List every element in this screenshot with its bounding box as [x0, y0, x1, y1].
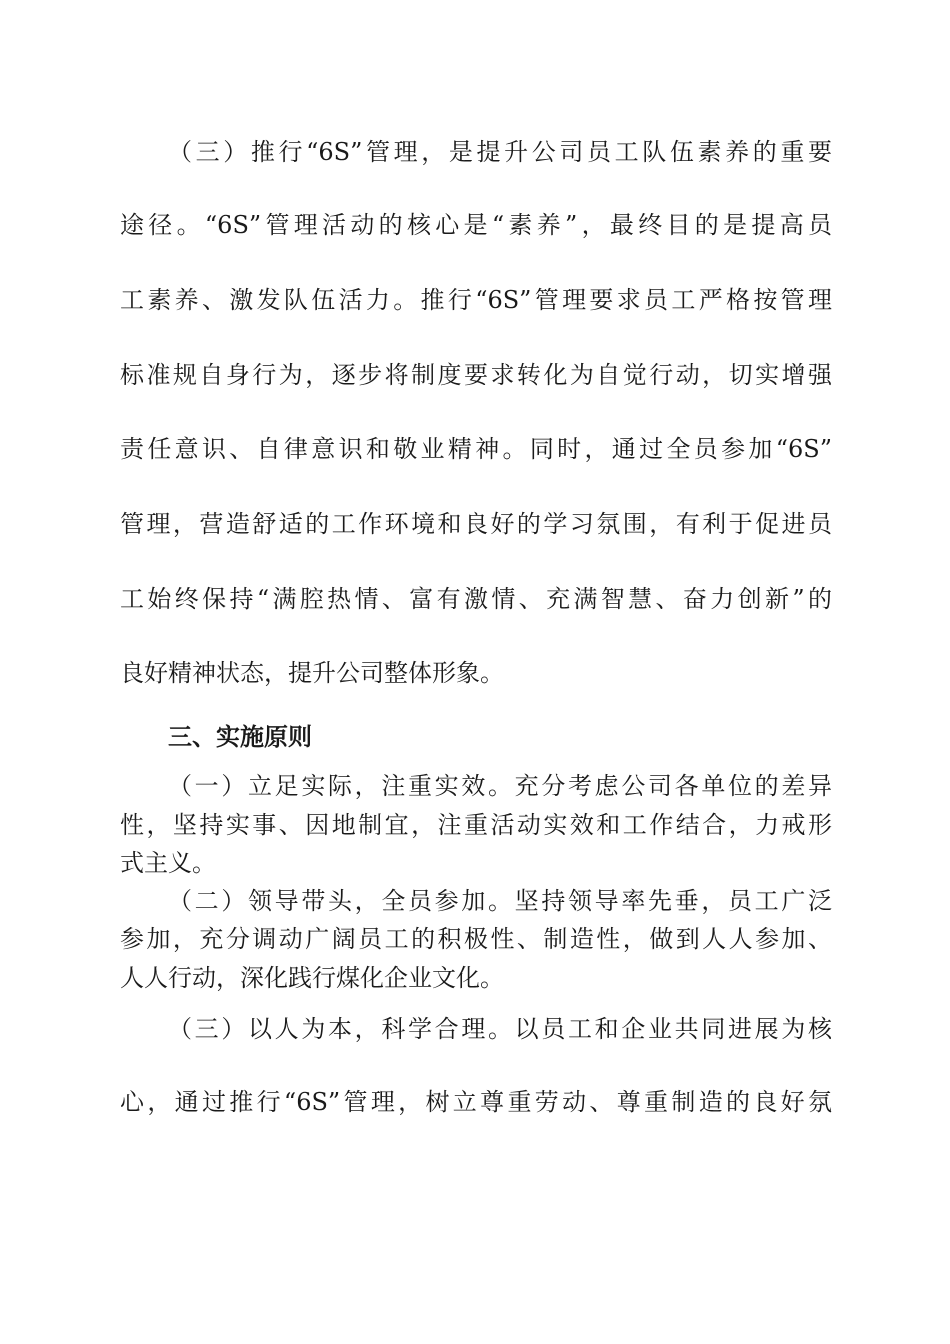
paragraph-line: （三）推行“6S”管理，是提升公司员工队伍素养的重要 — [168, 138, 832, 166]
section-heading: 三、实施原则 — [168, 723, 312, 751]
paragraph-line: 标准规自身行为，逐步将制度要求转化为自觉行动，切实增强 — [120, 361, 832, 389]
paragraph-line: 心，通过推行“6S”管理，树立尊重劳动、尊重制造的良好氛 — [120, 1088, 832, 1116]
paragraph-line: 途径。“6S”管理活动的核心是“素养”，最终目的是提高员 — [120, 211, 832, 239]
paragraph-line: 工始终保持“满腔热情、富有激情、充满智慧、奋力创新”的 — [120, 585, 832, 613]
paragraph-line: 工素养、激发队伍活力。推行“6S”管理要求员工严格按管理 — [120, 286, 832, 314]
paragraph-line: 人人行动，深化践行煤化企业文化。 — [120, 964, 504, 992]
paragraph-line: （三）以人为本，科学合理。以员工和企业共同进展为核 — [168, 1015, 832, 1043]
paragraph-line: 责任意识、自律意识和敬业精神。同时，通过全员参加“6S” — [120, 435, 832, 463]
paragraph-line: 参加，充分调动广阔员工的积极性、制造性，做到人人参加、 — [120, 925, 832, 953]
paragraph-line: 管理，营造舒适的工作环境和良好的学习氛围，有利于促进员 — [120, 510, 832, 538]
paragraph-line: （一）立足实际，注重实效。充分考虑公司各单位的差异 — [168, 772, 832, 800]
paragraph-line: （二）领导带头，全员参加。坚持领导率先垂，员工广泛 — [168, 887, 832, 915]
paragraph-line: 式主义。 — [120, 849, 216, 877]
paragraph-line: 良好精神状态，提升公司整体形象。 — [120, 659, 504, 687]
paragraph-line: 性，坚持实事、因地制宜，注重活动实效和工作结合，力戒形 — [120, 811, 832, 839]
